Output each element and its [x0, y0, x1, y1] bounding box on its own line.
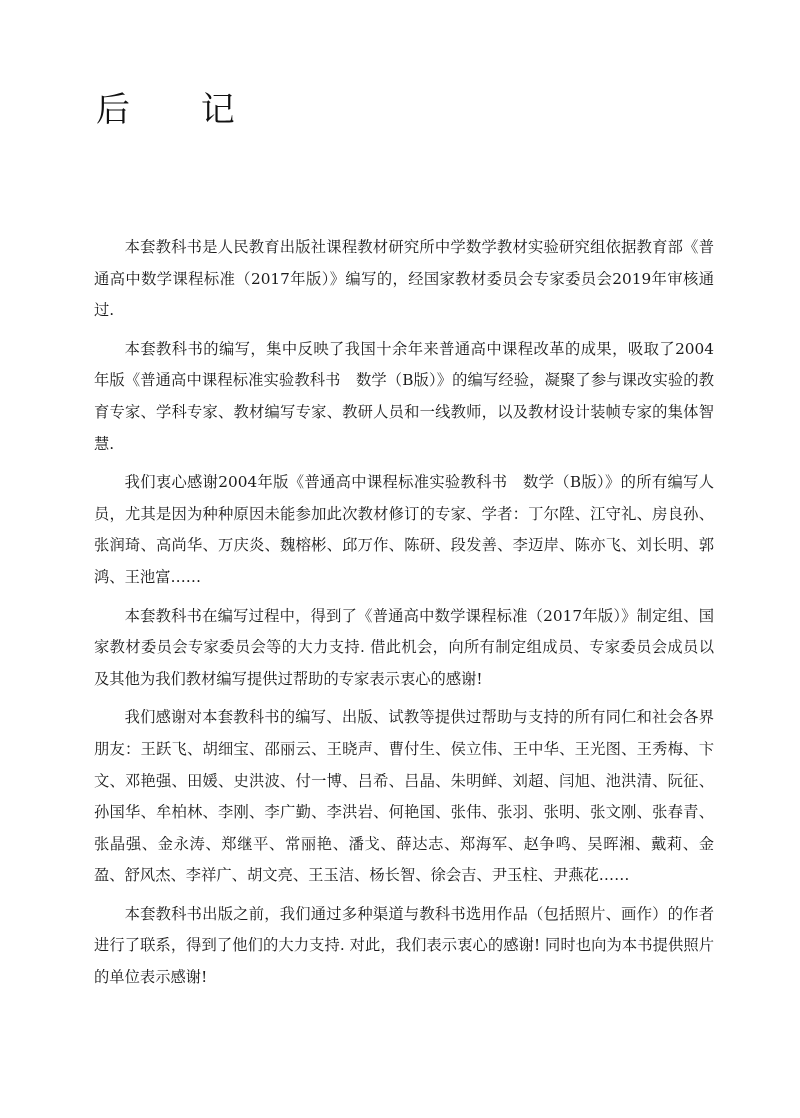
afterword-body	[94, 232, 714, 1001]
paragraph-2: 本套教科书的编写，集中反映了我国十余年来普通高中课程改革的成果，吸取了2004年版《普通高中课程标准实验教科书 数学（B版）》的编写经验，凝聚了参与课改实验的教育专家、学科专家、教材编写专家、教研人员和一线教师，以及教材设计装帧专家的集体智慧.	[94, 339, 714, 453]
paragraph-6: 本套教科书出版之前，我们通过多种渠道与教科书选用作品（包括照片、画作）的作者进行了联系，得到了他们的大力支持. 对此，我们表示衷心的感谢! 同时也向为本书提供照片的单位表示感谢!	[94, 904, 714, 987]
paragraph-3: 我们衷心感谢2004年版《普通高中课程标准实验教科书 数学（B版）》的所有编写人员，尤其是因为种种原因未能参加此次教材修订的专家、学者：丁尔陞、江守礼、房良孙、张润琦、高尚华、万庆炎、魏榕彬、邱万作、陈研、段发善、李迈岸、陈亦飞、刘长明、郭鸿、王池富……	[94, 473, 714, 586]
page-title: 后 记	[96, 90, 265, 130]
paragraph-5: 我们感谢对本套教科书的编写、出版、试教等提供过帮助与支持的所有同仁和社会各界朋友：王跃飞、胡细宝、邵丽云、王晓声、曹付生、侯立伟、王中华、王光图、王秀梅、卞文、邓艳强、田媛、史洪波、付一博、吕希、吕晶、朱明鲜、刘超、闫旭、池洪清、阮征、孙国华、牟柏林、李刚、李广勤、李洪岩、何艳国、张伟、张羽、张明、张文刚、张春青、张晶强、金永涛、郑继平、常丽艳、潘戈、薛达志、郑海军、赵争鸣、吴晖湘、戴莉、金盈、舒风杰、李祥广、胡文亮、王玉洁、杨长智、徐会吉、尹玉柱、尹燕花……	[94, 708, 714, 885]
paragraph-4: 本套教科书在编写过程中，得到了《普通高中数学课程标准（2017年版）》制定组、国家教材委员会专家委员会等的大力支持. 借此机会，向所有制定组成员、专家委员会成员以及其他为我们教材编写提供过帮助的专家表示衷心的感谢!	[94, 606, 714, 688]
paragraph-1: 本套教科书是人民教育出版社课程教材研究所中学数学教材实验研究组依据教育部《普通高中数学课程标准（2017年版）》编写的，经国家教材委员会专家委员会2019年审核通过.	[94, 238, 714, 320]
